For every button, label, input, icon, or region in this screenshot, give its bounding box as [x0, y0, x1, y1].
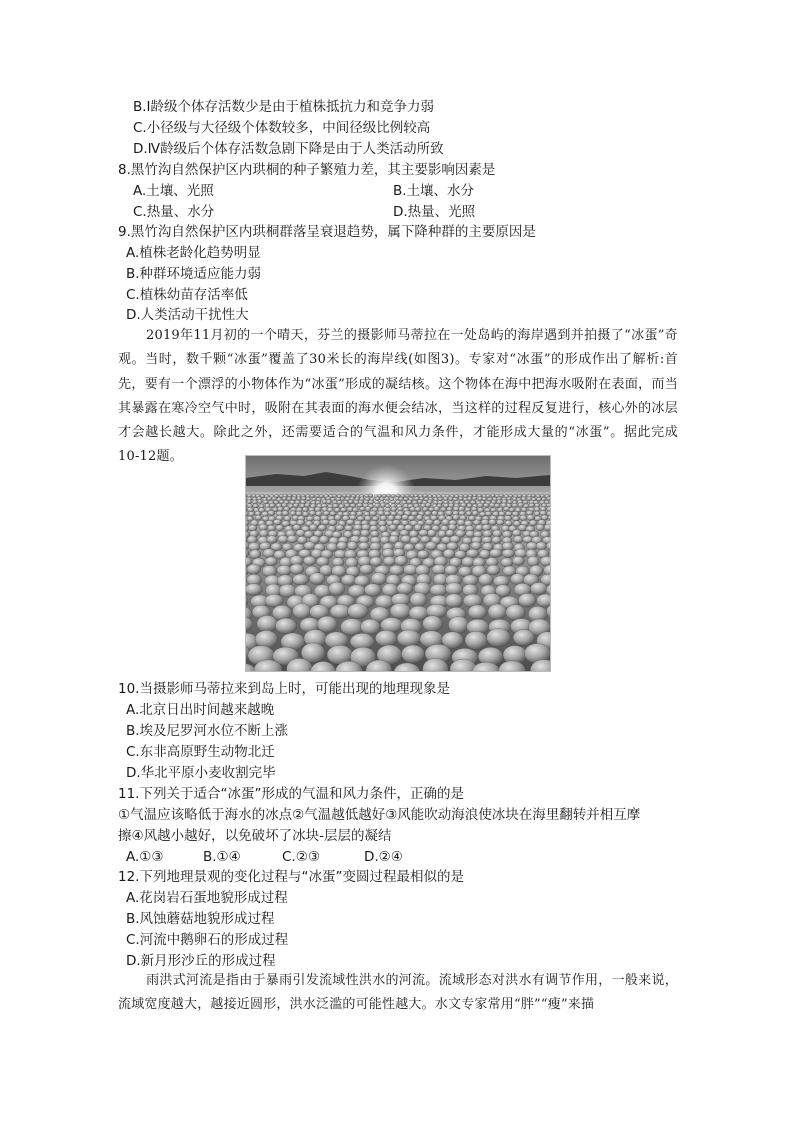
ice-egg	[364, 584, 381, 597]
q9-stem: 9.黑竹沟自然保护区内珙桐群落呈衰退趋势，属下降种群的主要原因是	[118, 224, 536, 240]
ice-egg	[430, 584, 447, 596]
ice-egg	[489, 519, 497, 525]
ice-egg	[458, 506, 465, 511]
ice-egg	[468, 605, 487, 619]
ice-egg	[329, 582, 345, 596]
ice-egg	[491, 494, 495, 497]
ice-egg	[340, 497, 345, 501]
ice-egg	[504, 516, 512, 521]
ice-egg	[463, 495, 467, 498]
ice-egg	[441, 507, 447, 512]
ice-egg	[395, 500, 400, 504]
ice-egg	[459, 497, 464, 500]
ice-egg	[467, 503, 472, 508]
ice-egg	[272, 497, 277, 501]
ice-egg	[415, 507, 421, 512]
ice-egg	[438, 497, 443, 500]
ice-egg	[513, 630, 534, 646]
q9-option-b: B.种群环境适应能力弱	[126, 266, 262, 282]
ice-egg	[276, 525, 284, 531]
ice-egg	[445, 565, 458, 575]
ice-egg	[512, 529, 521, 536]
ice-egg	[348, 603, 369, 618]
ice-egg	[250, 550, 261, 559]
ice-egg	[389, 565, 404, 575]
ice-egg	[477, 503, 483, 508]
ice-egg	[262, 511, 269, 516]
ice-egg	[247, 494, 252, 497]
ice-egg	[305, 503, 311, 508]
ice-egg	[340, 508, 347, 512]
ice-egg	[323, 511, 330, 516]
ice-egg	[457, 520, 465, 526]
passage-flood-rivers: 雨洪式河流是指由于暴雨引发流域性洪水的河流。流域形态对洪水有调节作用，一般来说，流域宽度越大，越接近圆形，洪水泛滥的可能性越大。水文专家常用“胖”“瘦”来描	[118, 973, 678, 1013]
ice-egg	[259, 530, 269, 537]
ice-egg	[306, 497, 311, 501]
ice-egg	[390, 603, 411, 619]
ice-egg	[482, 497, 487, 501]
ice-egg	[380, 503, 385, 508]
q8-option-c: C.热量、水分	[133, 204, 215, 220]
ice-egg	[309, 573, 325, 585]
ice-eggs-illustration	[246, 456, 550, 671]
ice-egg	[506, 605, 525, 621]
ice-egg	[247, 564, 261, 574]
q10-option-d: D.华北平原小麦收割完毕	[126, 765, 276, 781]
q11-option-d: D.②④	[364, 849, 403, 865]
ice-egg	[448, 497, 453, 501]
ice-egg	[472, 497, 477, 501]
q7-option-c: C.小径级与大径级个体数较多，中间径级比例较高	[133, 120, 431, 136]
ice-egg	[466, 511, 472, 516]
ice-egg	[359, 542, 370, 550]
ice-egg	[493, 530, 503, 537]
ice-egg	[505, 511, 512, 516]
ice-egg	[417, 550, 429, 559]
ice-egg	[267, 497, 272, 501]
q8-stem: 8.黑竹沟自然保护区内珙桐的种子繁殖力差，其主要影响因素是	[118, 162, 496, 178]
ice-egg	[383, 556, 396, 565]
ice-egg	[501, 558, 514, 567]
ice-egg	[432, 564, 447, 574]
ice-egg	[370, 531, 379, 538]
ice-egg	[544, 524, 550, 531]
q11-option-a: A.①③	[126, 849, 164, 865]
ice-egg	[401, 645, 424, 663]
ice-egg	[401, 535, 412, 543]
ice-egg	[293, 603, 312, 619]
ice-egg	[287, 494, 292, 497]
q11-statements-line2: 擦④风越小越好，以免破坏了冰块-层层的凝结	[118, 828, 392, 844]
ice-egg	[426, 604, 447, 618]
ice-egg	[304, 542, 316, 550]
ice-egg	[512, 503, 518, 507]
ice-egg	[385, 500, 390, 504]
ice-egg	[263, 549, 275, 558]
ice-egg	[347, 541, 357, 550]
q8-option-d: D.热量、光照	[393, 204, 476, 220]
ice-egg	[502, 549, 515, 558]
q10-option-c: C.东非高原野生动物北迁	[126, 744, 275, 760]
ice-egg	[282, 497, 287, 501]
ice-egg	[489, 549, 502, 558]
ice-egg	[253, 500, 258, 504]
ice-egg	[397, 583, 413, 595]
ice-egg	[267, 536, 278, 544]
ice-egg	[312, 498, 317, 501]
ice-egg	[478, 574, 493, 586]
ice-eggs-photo	[245, 455, 551, 672]
ice-egg	[530, 582, 547, 594]
q8-option-b: B.土壤、水分	[393, 183, 475, 199]
ice-egg	[529, 503, 535, 507]
ice-egg	[370, 511, 377, 516]
ice-egg	[257, 500, 262, 504]
ice-egg	[346, 494, 351, 497]
ice-egg	[445, 583, 463, 595]
ice-egg	[257, 615, 278, 632]
ice-egg	[315, 494, 319, 497]
ice-egg	[499, 494, 504, 497]
ice-egg	[391, 494, 395, 497]
ice-egg	[397, 507, 403, 511]
q7-option-d: D.Ⅳ龄级后个体存活数急剧下降是由于人类活动所致	[133, 141, 444, 157]
ice-egg	[293, 574, 309, 585]
ice-egg	[318, 525, 327, 531]
ice-egg	[512, 556, 524, 565]
ice-egg	[309, 524, 317, 531]
ice-egg	[459, 511, 466, 516]
ice-egg	[329, 520, 337, 526]
ice-egg	[442, 519, 450, 526]
ice-egg	[485, 511, 492, 516]
ice-egg	[252, 494, 257, 498]
ice-egg	[531, 494, 535, 497]
ice-egg	[527, 556, 539, 566]
ice-egg	[371, 572, 387, 584]
ice-egg	[487, 629, 511, 647]
ice-egg	[390, 500, 396, 504]
ice-egg	[375, 595, 394, 609]
q12-option-b: B.风蚀蘑菇地貌形成过程	[126, 911, 275, 927]
ice-egg	[518, 503, 523, 508]
ice-egg	[419, 530, 429, 537]
q8-option-a: A.土壤、光照	[133, 183, 214, 199]
ice-egg	[380, 515, 387, 521]
ice-egg	[391, 507, 397, 512]
ice-egg	[296, 530, 305, 537]
ice-egg	[446, 510, 453, 515]
q12-option-c: C.河流中鹅卵石的形成过程	[126, 932, 289, 948]
ice-egg	[445, 594, 463, 608]
ice-egg	[415, 543, 425, 551]
ice-egg	[488, 604, 507, 620]
ice-egg	[472, 511, 478, 516]
ice-egg	[336, 525, 345, 531]
ice-egg	[389, 524, 397, 530]
ice-egg	[425, 511, 432, 516]
ice-egg	[536, 524, 544, 531]
ice-egg	[309, 511, 316, 516]
ice-egg	[337, 501, 342, 505]
q9-option-c: C.植株幼苗存活率低	[126, 287, 248, 303]
ice-egg	[448, 616, 468, 633]
ice-egg	[307, 516, 314, 521]
ice-egg	[310, 494, 315, 497]
ice-egg	[253, 504, 259, 508]
ice-egg	[345, 525, 354, 531]
ice-egg	[487, 565, 500, 575]
ice-egg	[346, 519, 354, 525]
ice-egg	[372, 516, 379, 521]
ice-egg	[360, 564, 374, 574]
ice-egg	[368, 500, 374, 504]
q11-option-c: C.②③	[282, 849, 320, 865]
ice-egg	[408, 515, 416, 520]
ice-egg	[375, 497, 380, 501]
ice-egg	[255, 630, 278, 648]
ice-egg	[478, 497, 483, 501]
q9-option-d: D.人类活动干扰性大	[126, 307, 249, 323]
ice-egg	[293, 503, 299, 507]
ice-egg	[407, 500, 413, 504]
ice-egg	[443, 549, 455, 558]
ice-egg	[370, 557, 383, 567]
ice-egg	[417, 500, 422, 504]
q10-stem: 10.当摄影师马蒂拉来到岛上时，可能出现的地理现象是	[118, 681, 450, 697]
ice-egg	[520, 515, 528, 521]
ice-egg	[521, 507, 527, 512]
ice-egg	[341, 619, 364, 636]
ice-egg	[529, 520, 537, 526]
ice-egg	[395, 556, 408, 566]
passage-ice-eggs: 2019年11月初的一个晴天，芬兰的摄影师马蒂拉在一处岛屿的海岸遇到并拍摄了“冰蛋”奇观。当时，数千颗“冰蛋”覆盖了30米长的海岸线(如图3)。专家对“冰蛋”的形成作出了解析:首先，要有一个漂浮的小物体作为“冰蛋”形成的凝结核。这个物体在海中把海水吸附在表面，而当其暴露在寒冷空气中时，吸附在其表面的海水便会结冰，当这样的过程反复进行，核心外的冰层才会越长越大。除此之外，还需要适合的气温和风力条件，才能形成大量的“冰蛋”。据此完成10-12题。	[118, 328, 678, 465]
ice-egg	[425, 542, 437, 551]
ice-egg	[282, 511, 289, 516]
ice-egg	[482, 524, 491, 531]
q11-statements-line1: ①气温应该略低于海水的冰点②气温越低越好③风能吹动海浪使冰块在海里翻转并相互摩	[118, 807, 641, 823]
ice-egg	[527, 515, 535, 521]
ice-egg	[246, 584, 262, 596]
ice-egg	[273, 519, 281, 525]
ice-egg	[365, 506, 371, 511]
ice-egg	[483, 503, 489, 507]
ice-egg	[536, 542, 547, 550]
ice-egg	[507, 500, 512, 504]
ice-egg	[523, 500, 528, 504]
ice-egg	[333, 504, 339, 508]
ice-egg	[301, 497, 306, 500]
ice-egg	[423, 616, 443, 632]
q11-option-b: B.①④	[203, 849, 241, 865]
ice-egg	[496, 520, 504, 526]
ice-egg	[427, 529, 436, 537]
ice-egg	[511, 574, 526, 585]
ice-egg	[513, 516, 520, 521]
ice-egg	[518, 494, 522, 498]
ice-egg	[303, 556, 316, 565]
ice-egg	[423, 494, 428, 498]
ice-egg	[361, 619, 381, 635]
ice-egg	[494, 504, 500, 508]
ice-egg	[422, 507, 428, 512]
ice-egg	[267, 525, 276, 531]
ice-egg	[359, 507, 365, 511]
ice-egg	[479, 550, 490, 559]
ice-egg	[317, 616, 337, 632]
ice-egg	[466, 549, 479, 558]
ice-egg	[348, 500, 353, 504]
ice-egg	[410, 593, 427, 607]
ice-egg	[297, 497, 302, 501]
q11-stem: 11.下列关于适合“冰蛋”形成的气温和风力条件，正确的是	[118, 786, 464, 802]
ice-egg	[356, 511, 363, 516]
ice-egg	[471, 542, 482, 550]
ice-egg	[255, 515, 262, 520]
ice-egg	[467, 497, 472, 501]
ice-egg	[547, 497, 550, 501]
ice-egg	[292, 497, 297, 501]
q12-option-d: D.新月形沙丘的形成过程	[126, 953, 276, 969]
ice-egg	[287, 535, 298, 543]
ice-egg	[337, 542, 348, 551]
q12-option-a: A.花岗岩石蛋地貌形成过程	[126, 890, 288, 906]
ice-egg	[465, 631, 487, 649]
ice-egg	[290, 564, 304, 575]
ice-egg	[492, 536, 502, 544]
ice-egg	[269, 503, 275, 507]
ice-egg	[277, 565, 292, 576]
q7-option-b: B.Ⅰ龄级个体存活数少是由于植株抵抗力和竞争力弱	[133, 99, 435, 115]
ice-egg	[375, 630, 397, 646]
ice-egg	[433, 520, 441, 526]
ice-egg	[512, 511, 519, 516]
ice-egg	[248, 525, 257, 531]
ice-egg	[278, 507, 284, 512]
ice-egg	[453, 515, 460, 521]
ice-egg	[486, 494, 490, 498]
ice-egg	[265, 557, 277, 566]
ice-egg	[405, 494, 409, 497]
q10-option-b: B.埃及尼罗河水位不断上涨	[126, 723, 289, 739]
ice-egg	[341, 575, 356, 586]
ice-egg	[335, 515, 342, 521]
ice-egg	[360, 530, 369, 537]
ice-egg	[302, 507, 308, 512]
ice-egg	[315, 511, 322, 516]
ice-egg	[248, 511, 255, 516]
q10-option-a: A.北京日出时间越来越晚	[126, 702, 275, 718]
q9-option-a: A.植株老龄化趋势明显	[126, 245, 261, 261]
ice-egg	[268, 511, 275, 516]
ice-egg	[330, 604, 350, 618]
ice-egg	[425, 519, 433, 525]
ice-egg	[369, 494, 373, 497]
ice-egg	[247, 500, 252, 504]
ice-egg	[263, 500, 268, 504]
ice-egg	[326, 500, 332, 504]
ice-egg	[513, 536, 523, 543]
ice-egg	[416, 515, 423, 521]
ice-egg	[319, 536, 329, 544]
ice-egg	[319, 495, 323, 498]
ice-egg	[332, 494, 336, 497]
ice-egg	[275, 618, 297, 634]
ice-egg	[518, 593, 536, 607]
ice-egg	[534, 511, 540, 516]
ice-egg	[378, 511, 385, 516]
ice-egg	[347, 507, 353, 512]
q12-stem: 12.下列地理景观的变化过程与“冰蛋”变圆过程最相似的是	[118, 869, 464, 885]
ice-egg	[287, 497, 292, 501]
ice-egg	[397, 630, 421, 647]
